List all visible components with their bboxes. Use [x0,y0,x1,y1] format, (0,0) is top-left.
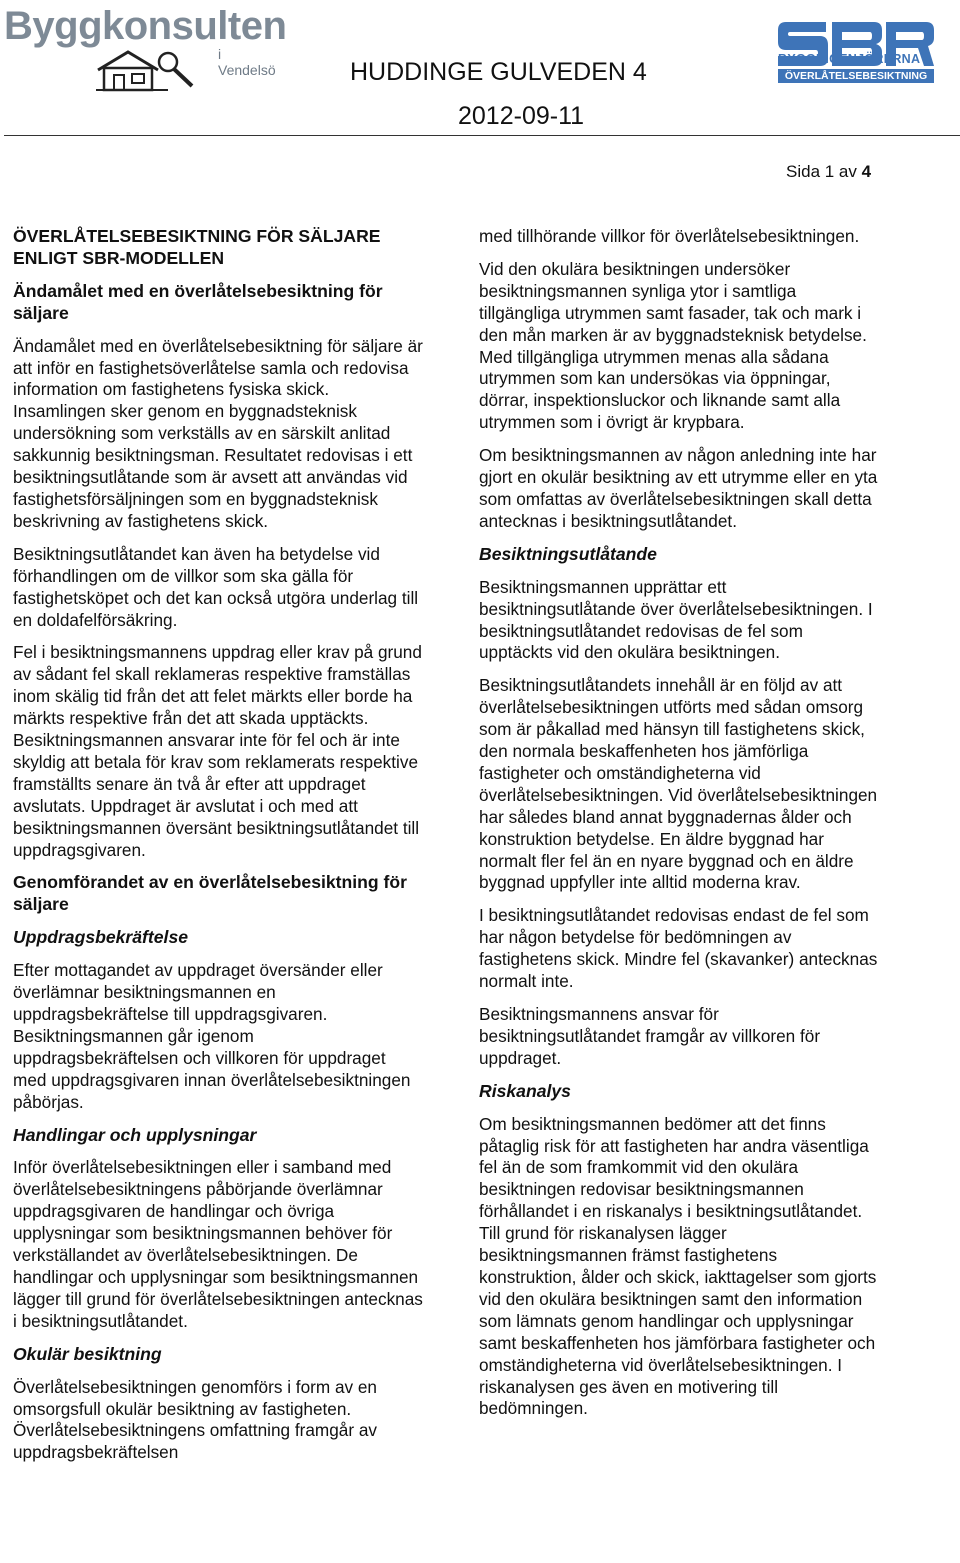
okular-paragraph-3: Om besiktningsmannen av någon anledning inte har gjort en okulär besiktning av ett utrymme eller en yta som omfattas av överlåtelsebesiktningen skall detta antecknas i besiktningsutlåtandet. [479,445,878,531]
purpose-paragraph-2: Besiktningsutlåtandet kan även ha betydelse vid förhandlingen om de villkor som ska gälla för fastighetsköpet och det kan också utgöra underlag till en doldafelförsäkring. [13,543,419,630]
document-date: 2012-09-11 [458,102,585,130]
okular-paragraph-cont: med tillhörande villkor för överlåtelsebesiktningen. [479,226,860,246]
okular-paragraph-2: Vid den okulära besiktningen undersöker besiktningsmannen synliga ytor i samtliga tillgängliga utrymmen samt fasader, tak och mark i den mån marken är av byggnadsteknisk betydelse. Med tillgängliga utrymmen menas alla sådana utrymmen som kan undersökas via öppningar, dörrar, inspektionsluckor och liknande samt alla utrymmen som i övrigt är krypbara. [479,258,867,433]
logo-title: Byggkonsulten [4,4,287,48]
utlatande-paragraph-3: I besiktningsutlåtandet redovisas endast de fel som har någon betydelse för bedömningen av fastighetens skick. Mindre fel (skavanker) antecknas normalt inte. [479,905,878,992]
besiktningsutlatande-heading: Besiktningsutlåtande [479,543,657,564]
okular-paragraph: Överlåtelsebesiktningen genomförs i form av en omsorgsfull okulär besiktning av fastigheten. Överlåtelsebesiktningens omfattning framgår av uppdragsbekräftelsen [13,1376,377,1463]
utlatande-paragraph-1: Besiktningsmannen upprättar ett besiktningsutlåtande över överlåtelsebesiktningen. I besiktningsutlåtandet redovisas de fel som upptäckts vid den okulära besiktningen. [479,576,873,663]
handlingar-heading: Handlingar och upplysningar [13,1124,257,1145]
main-heading: ÖVERLÅTELSEBESIKTNING FÖR SÄLJARE ENLIGT SBR-MODELLEN [13,226,381,268]
uppdragsbekraftelse-paragraph: Efter mottagandet av uppdraget översänder eller överlämnar besiktningsmannen en uppdragsbekräftelse till uppdragsgivaren. Besiktningsmannen går igenom uppdragsbekräftelsen och villkoren för uppdraget med uppdragsgivaren innan överlåtelsebesiktningen påbörjas. [13,960,411,1112]
document-title: HUDDINGE GULVEDEN 4 [350,58,647,86]
right-column [479,226,879,1420]
house-magnifier-icon [94,48,204,94]
page-number [786,162,871,182]
header-divider [4,135,960,136]
sbr-logo-line2: ÖVERLÅTELSEBESIKTNING [778,69,934,83]
page-header [0,0,960,136]
page-label: Sida 1 av [786,162,862,181]
byggkonsulten-logo [4,4,287,94]
page-total: 4 [861,162,872,181]
utlatande-paragraph-4: Besiktningsmannens ansvar för besiktningsutlåtandet framgår av villkoren för uppdraget. [479,1004,821,1068]
left-column [13,226,423,1464]
uppdragsbekraftelse-heading: Uppdragsbekräftelse [13,927,189,948]
purpose-heading: Ändamålet med en överlåtelsebesiktning för säljare [13,280,383,323]
riskanalys-heading: Riskanalys [479,1080,571,1101]
sbr-logo-line1: BYGGINGENJÖRERNA [778,52,921,66]
utlatande-paragraph-2: Besiktningsutlåtandets innehåll är en följd av att överlåtelsebesiktningen utförts med sådan omsorg som är påkallad med hänsyn till fastighetens skick, den normala beskaffenheten hos jämförliga fastigheter och omständigheterna vid överlåtelsebesiktningen. Vid överlåtelsebesiktningen har således bland annat byggnadernas ålder och konstruktion betydelse. En äldre byggnad har normalt fler fel än en nyare byggnad och en äldre byggnad uppfyller inte alltid moderna krav. [479,675,878,893]
purpose-paragraph-1: Ändamålet med en överlåtelsebesiktning för säljare är att inför en fastighetsöverlåtelse samla och redovisa information om fastighetens fysiska skick. Insamlingen sker genom en byggnadsteknisk undersökning som verkställs av en särskilt anlitad sakkunnig besiktningsman. Resultatet redovisas i ett besiktningsutlåtande som är avsett att användas vid fastighetsförsäljningen som en byggnadsteknisk beskrivning av fastighetens skick. [13,335,423,531]
okular-heading: Okulär besiktning [13,1343,162,1364]
riskanalys-paragraph: Om besiktningsmannen bedömer att det finns påtaglig risk för att fastigheten har andra väsentliga fel än de som framkommit vid den okulära besiktningen redovisar besiktningsmannen förhållandet i en riskanalys i besiktningsutlåtandet. Till grund för riskanalysen lägger besiktningsmannen främst fastighetens konstruktion, ålder och skick, iakttagelser som gjorts vid den okulära besiktningen samt den information som lämnats genom handlingar och upplysningar samt beskaffenheten hos jämförbara fastigheter och omständigheterna vid överlåtelsebesiktningen. I riskanalysen ges även en motivering till bedömningen. [479,1113,877,1419]
purpose-paragraph-3: Fel i besiktningsmannens uppdrag eller krav på grund av sådant fel skall reklameras respektive framställas inom skälig tid från det att felet märkts eller borde ha märkts respektive från det att skada upptäckts. Besiktningsmannen ansvarar inte för fel och är inte skyldig att betala för krav som reklamerats respektive framställts senare än två år efter att uppdraget avslutats. Uppdraget är avslutat i och med att besiktningsmannen översänt besiktningsutlåtandet till uppdragsgivaren. [13,642,422,860]
genomforande-heading: Genomförandet av en överlåtelsebesiktning för säljare [13,872,408,915]
handlingar-paragraph: Inför överlåtelsebesiktningen eller i samband med överlåtelsebesiktningens påbörjande överlämnar uppdragsgivaren de handlingar och övriga upplysningar som besiktningsmannen behöver för verkställandet av överlåtelsebesiktningen. De handlingar och upplysningar som besiktningsmannen lägger till grund för överlåtelsebesiktningen antecknas i besiktningsutlåtandet. [13,1157,423,1331]
logo-subtitle: i Vendelsö [218,46,276,78]
